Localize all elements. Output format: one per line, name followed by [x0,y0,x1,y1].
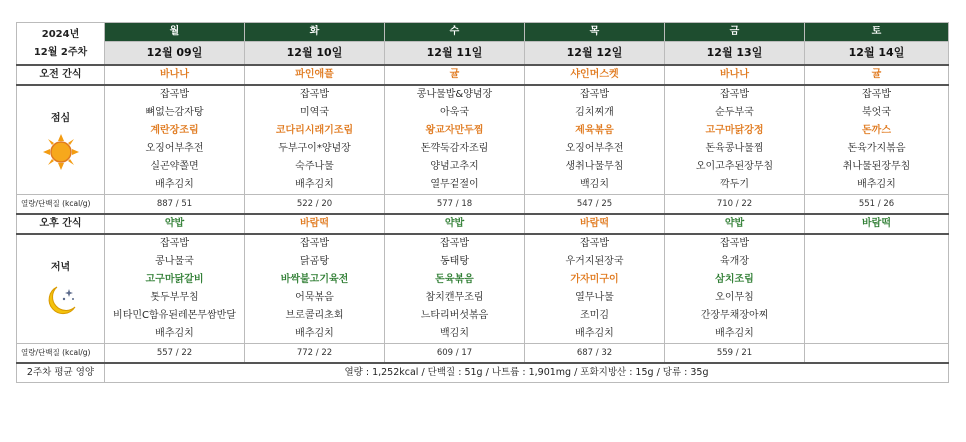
day-fri: 금 [665,23,805,42]
menu-item: 고구마닭갈비 [145,274,204,285]
date-wed: 12월 11일 [385,42,525,66]
menu-item: 잡곡밥 [440,238,469,249]
week-label [17,23,105,66]
lunch-label: 점심 [50,113,71,124]
lunch-menu-wed [385,85,525,195]
menu-item: 배추김치 [155,328,194,339]
date-row [17,42,949,66]
lunch-menu-sat [805,85,949,195]
menu-item: 콩나물국 [155,256,194,267]
menu-item: 돈육볶음 [435,274,474,285]
pm-snack-item: 약밥 [385,214,525,234]
lunch-row [17,85,949,195]
sun-icon [43,134,79,170]
nutrition-value: 522 / 20 [245,195,385,215]
menu-item: 동태탕 [440,256,469,267]
dinner-label-cell [17,234,105,344]
nutrition-value: 551 / 26 [805,195,949,215]
menu-item: 콩나물밥&양념장 [416,89,493,100]
menu-item: 북엇국 [862,107,891,118]
lunch-nutrition-label: 열량/단백질 (kcal/g) [17,195,105,215]
menu-item: 양념고추지 [430,161,479,172]
dinner-menu-tue [245,234,385,344]
menu-item: 잡곡밥 [160,238,189,249]
dinner-nutrition-row [17,344,949,364]
menu-item: 브로콜리초회 [285,310,344,321]
menu-item: 백김치 [440,328,469,339]
footer-row [17,363,949,383]
pm-snack-item: 약밥 [105,214,245,234]
nutrition-value: 887 / 51 [105,195,245,215]
menu-item: 김치찌개 [575,107,614,118]
menu-item: 배추김치 [857,179,896,190]
menu-item: 잡곡밥 [160,89,189,100]
menu-item: 실곤약쫄면 [150,161,199,172]
menu-item: 조미김 [580,310,609,321]
menu-item: 오징어부추전 [565,143,624,154]
nutrition-value [805,344,949,364]
menu-item: 잡곡밥 [300,89,329,100]
date-tue: 12월 10일 [245,42,385,66]
menu-item: 참치캔무조림 [425,292,484,303]
menu-item: 돈육가지볶음 [847,143,906,154]
pm-snack-item: 약밥 [665,214,805,234]
menu-item: 잡곡밥 [300,238,329,249]
menu-item: 오징어부추전 [145,143,204,154]
menu-item: 깍두기 [720,179,749,190]
dinner-nutrition-label: 열량/단백질 (kcal/g) [17,344,105,364]
dinner-label: 저녁 [50,262,71,273]
menu-item: 코다리시래기조림 [275,125,354,136]
day-mon: 월 [105,23,245,42]
menu-item: 돈꺅둑감자조림 [420,143,489,154]
pm-snack-label: 오후 간식 [17,214,105,234]
nutrition-value: 577 / 18 [385,195,525,215]
menu-item: 오이무침 [715,292,754,303]
nutrition-summary: 열량 : 1,252kcal / 단백질 : 51g / 나트륨 : 1,901mg / 포화지방산 : 15g / 당류 : 35g [105,363,949,383]
menu-item: 우거지된장국 [565,256,624,267]
footer-label: 2주차 평균 영양 [17,363,105,383]
menu-item: 바싹불고기육전 [280,274,349,285]
menu-item: 계란장조림 [150,125,199,136]
menu-item: 닭곰탕 [300,256,329,267]
lunch-menu-fri [665,85,805,195]
menu-item: 생취나물무침 [565,161,624,172]
date-mon: 12월 09일 [105,42,245,66]
nutrition-value: 557 / 22 [105,344,245,364]
menu-item: 배추김치 [715,328,754,339]
menu-item: 잡곡밥 [720,89,749,100]
nutrition-value: 547 / 25 [525,195,665,215]
menu-item: 백김치 [580,179,609,190]
menu-item: 순두부국 [715,107,754,118]
am-snack-item: 귤 [385,65,525,85]
pm-snack-item: 바람떡 [245,214,385,234]
menu-item: 고구마닭강정 [705,125,764,136]
lunch-label-cell [17,85,105,195]
menu-item: 왕교자만두찜 [425,125,484,136]
menu-item: 삼치조림 [715,274,754,285]
date-fri: 12월 13일 [665,42,805,66]
pm-snack-item: 바람떡 [525,214,665,234]
menu-item: 잡곡밥 [580,89,609,100]
menu-item: 뼈없는감자탕 [145,107,204,118]
menu-item: 비타민C함유된레몬무쌈반달 [113,310,236,321]
lunch-nutrition-row [17,195,949,215]
dinner-menu-mon [105,234,245,344]
menu-item: 가자미구이 [570,274,619,285]
menu-item: 톳두부무침 [150,292,199,303]
am-snack-item: 샤인머스켓 [525,65,665,85]
pm-snack-row [17,214,949,234]
menu-item: 아욱국 [440,107,469,118]
menu-item: 배추김치 [575,328,614,339]
menu-item: 오이고추된장무침 [695,161,774,172]
menu-item: 잡곡밥 [720,238,749,249]
meal-plan [16,22,948,383]
am-snack-item: 귤 [805,65,949,85]
am-snack-item: 바나나 [105,65,245,85]
dinner-menu-sat [805,234,949,344]
menu-item: 느타리버섯볶음 [420,310,489,321]
dinner-menu-fri [665,234,805,344]
menu-item: 어묵볶음 [295,292,334,303]
menu-item: 잡곡밥 [862,89,891,100]
nutrition-value: 609 / 17 [385,344,525,364]
nutrition-value: 687 / 32 [525,344,665,364]
dinner-menu-wed [385,234,525,344]
date-thu: 12월 12일 [525,42,665,66]
menu-item: 육개장 [720,256,749,267]
menu-item: 돈육콩나물찜 [705,143,764,154]
nutrition-value: 710 / 22 [665,195,805,215]
menu-item: 돈까스 [862,125,891,136]
nutrition-value: 772 / 22 [245,344,385,364]
menu-item: 숙주나물 [295,161,334,172]
menu-item: 열무나물 [575,292,614,303]
menu-item: 열무겉절이 [430,179,479,190]
menu-item: 배추김치 [295,328,334,339]
date-sat: 12월 14일 [805,42,949,66]
menu-item: 취나물된장무침 [842,161,911,172]
am-snack-item: 바나나 [665,65,805,85]
moon-icon [43,283,79,319]
dinner-row [17,234,949,344]
menu-item: 간장무채장아찌 [700,310,769,321]
menu-item: 두부구이*양념장 [278,143,351,154]
year-text: 2024년 [41,28,80,40]
day-wed: 수 [385,23,525,42]
lunch-menu-mon [105,85,245,195]
day-row [17,23,949,42]
week-text: 12월 2주차 [33,46,88,58]
menu-item: 배추김치 [295,179,334,190]
menu-item: 제육볶음 [575,125,614,136]
menu-item: 배추김치 [155,179,194,190]
day-sat: 토 [805,23,949,42]
am-snack-item: 파인애플 [245,65,385,85]
day-thu: 목 [525,23,665,42]
menu-item: 잡곡밥 [580,238,609,249]
lunch-menu-tue [245,85,385,195]
am-snack-row [17,65,949,85]
dinner-menu-thu [525,234,665,344]
day-tue: 화 [245,23,385,42]
nutrition-value: 559 / 21 [665,344,805,364]
am-snack-label: 오전 간식 [17,65,105,85]
pm-snack-item: 바람떡 [805,214,949,234]
meal-table [16,22,949,383]
menu-item: 미역국 [300,107,329,118]
lunch-menu-thu [525,85,665,195]
